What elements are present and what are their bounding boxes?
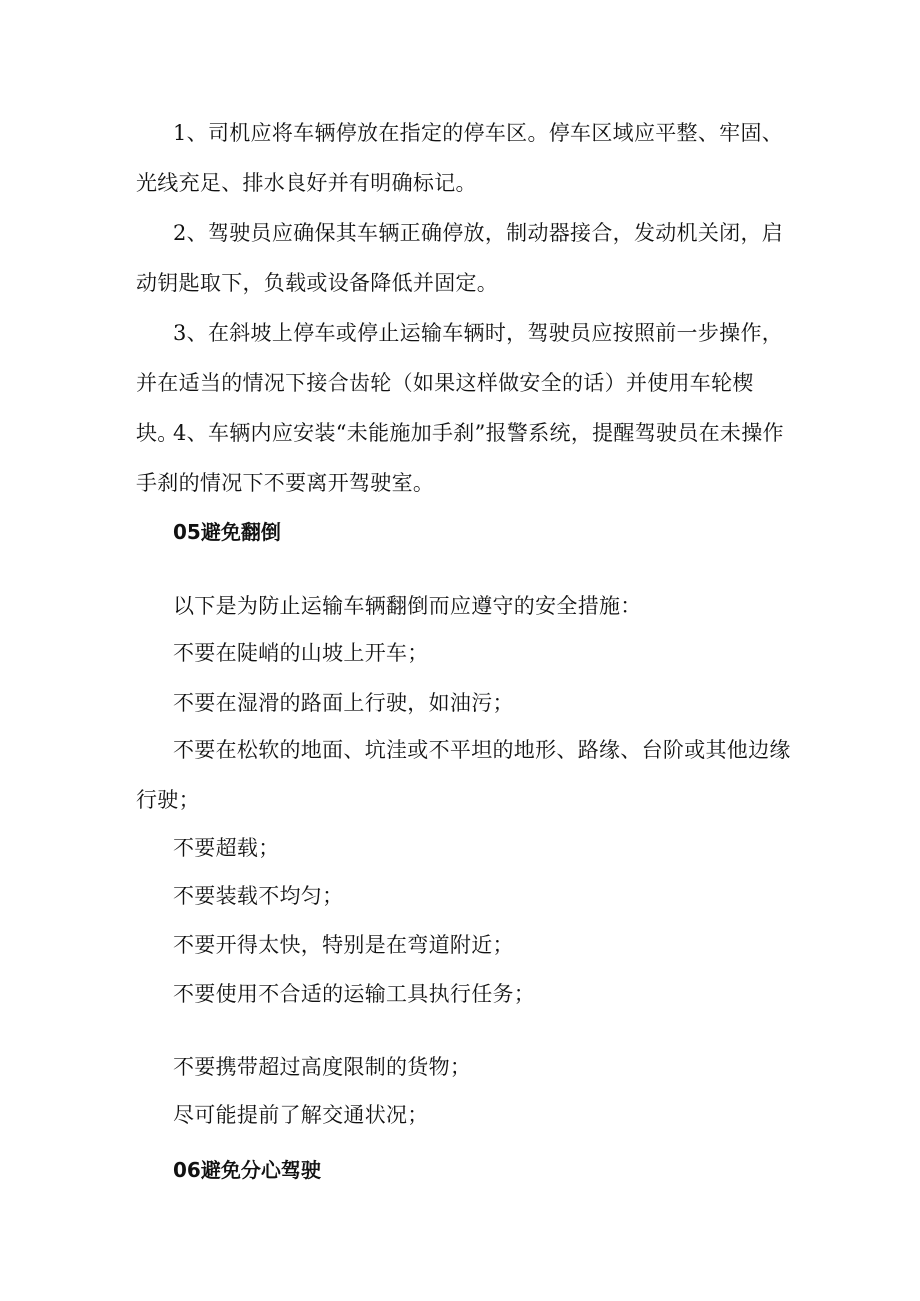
paragraph-3: 3、在斜坡上停车或停止运输车辆时，驾驶员应按照前一步操作，并在适当的情况下接合齿轮（如果这样做安全的话）并使用车轮楔块。	[136, 321, 784, 445]
list-item: 尽可能提前了解交通状况；	[173, 1103, 429, 1127]
list-item: 不要超载；	[173, 836, 280, 860]
paragraph-4: 4、车辆内应安装“未能施加手刹”报警系统，提醒驾驶员在未操作手刹的情况下不要离开驾驶室。	[136, 421, 784, 495]
list-item: 不要使用不合适的运输工具执行任务；	[173, 982, 536, 1006]
list-item: 不要携带超过高度限制的货物；	[173, 1055, 472, 1079]
section-05-intro: 以下是为防止运输车辆翻倒而应遵守的安全措施：	[173, 594, 642, 618]
list-item: 不要开得太快，特别是在弯道附近；	[173, 933, 514, 957]
list-item: 不要在松软的地面、坑洼或不平坦的地形、路缘、台阶或其他边缘行驶；	[136, 738, 791, 812]
list-item: 不要在陡峭的山坡上开车；	[173, 641, 429, 665]
list-item: 不要装载不均匀；	[173, 884, 344, 908]
list-item: 不要在湿滑的路面上行驶，如油污；	[173, 691, 514, 715]
section-heading-06: 06避免分心驾驶	[173, 1158, 321, 1182]
paragraph-2: 2、驾驶员应确保其车辆正确停放，制动器接合，发动机关闭，启动钥匙取下，负载或设备降低并固定。	[136, 221, 784, 295]
section-heading-05: 05避免翻倒	[173, 520, 281, 544]
paragraph-1: 1、司机应将车辆停放在指定的停车区。停车区域应平整、牢固、光线充足、排水良好并有明确标记。	[136, 121, 784, 195]
